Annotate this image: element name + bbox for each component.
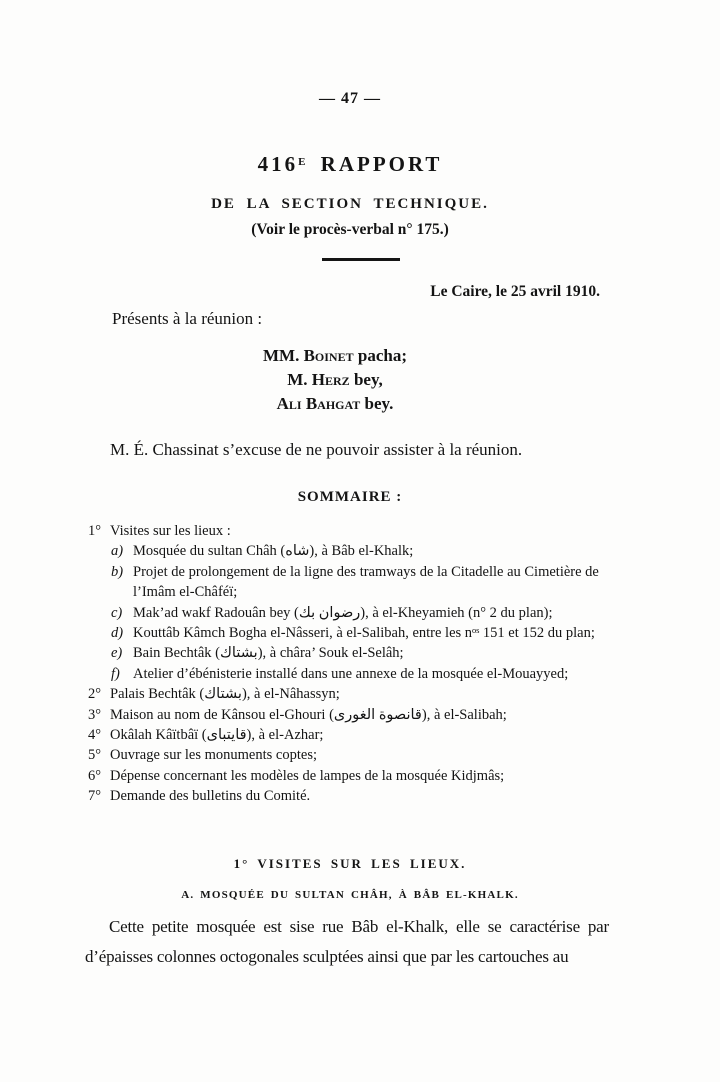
page-number: — 47 — — [319, 90, 381, 107]
report-number: 416 — [257, 152, 299, 176]
item-text: Dépense concernant les modèles de lampes de la mosquée Kidjmâs; — [110, 767, 505, 784]
sommaire-item — [85, 705, 613, 725]
reference-note: (Voir le procès-verbal n° 175.) — [251, 221, 449, 238]
item-text: Ouvrage sur les monuments coptes; — [110, 747, 317, 764]
attendees-list — [75, 344, 595, 416]
item-marker: 1° — [88, 523, 102, 539]
divider-rule — [322, 258, 400, 261]
item-marker: a) — [111, 543, 124, 560]
dateline: Le Caire, le 25 avril 1910. — [430, 283, 600, 300]
item-marker: b) — [111, 563, 124, 580]
sommaire-subitem — [85, 562, 613, 603]
sommaire-subitem — [85, 541, 613, 561]
item-text: Kouttâb Kâmch Bogha el-Nâsseri, à el-Salibah, entre les nᵒˢ 151 et 152 du plan; — [133, 625, 595, 642]
attendee-line — [75, 392, 595, 416]
item-marker: 5° — [88, 747, 102, 764]
item-marker: f) — [111, 665, 120, 682]
sommaire-item — [85, 521, 613, 541]
sommaire-subitem — [85, 643, 613, 663]
item-marker: 7° — [88, 788, 102, 805]
sommaire-subitem — [85, 664, 613, 684]
report-number-superscript: E — [298, 156, 306, 168]
item-marker: c) — [111, 604, 123, 621]
report-title-word: RAPPORT — [320, 152, 443, 176]
item-text: Projet de prolongement de la ligne des tramways de la Citadelle au Cimetière de l’Imâm el-Châféï; — [133, 563, 599, 601]
attendee-line — [75, 368, 595, 392]
sommaire-item — [85, 725, 613, 745]
item-marker: 3° — [88, 706, 102, 723]
item-text: Okâlah Kâïtbâï (قايتباى), à el-Azhar; — [110, 727, 324, 744]
excuse-paragraph: M. É. Chassinat s’excuse de ne pouvoir assister à la réunion. — [110, 440, 523, 459]
item-marker: 4° — [88, 727, 102, 744]
report-title — [85, 152, 615, 177]
item-text: Demande des bulletins du Comité. — [110, 788, 311, 805]
sommaire-list — [85, 521, 613, 807]
attendee-suffix: pacha; — [353, 346, 407, 365]
sommaire-heading: SOMMAIRE : — [297, 489, 403, 505]
sommaire-subitem — [85, 603, 613, 623]
item-text: Mosquée du sultan Châh (شاه), à Bâb el-Khalk; — [133, 543, 414, 560]
item-marker: d) — [111, 625, 124, 642]
sommaire-item — [85, 786, 613, 806]
item-text: Palais Bechtâk (بشتاك), à el-Nâhassyn; — [110, 686, 340, 703]
attendee-prefix: M. — [287, 370, 312, 389]
item-text: Maison au nom de Kânsou el-Ghouri (قانصوة الغورى), à el-Salibah; — [110, 706, 507, 723]
item-marker: 2° — [88, 686, 102, 703]
attendee-name: Ali Bahgat — [276, 394, 361, 413]
body-paragraph: Cette petite mosquée est sise rue Bâb el-Khalk, elle se caractérise par d’épaisses colonnes octogonales sculptées ainsi que par les cartouches au — [85, 917, 609, 966]
report-subtitle: DE LA SECTION TECHNIQUE. — [211, 196, 489, 212]
item-text: Mak’ad wakf Radouân bey (رضوان بك), à el-Kheyamieh (n° 2 du plan); — [133, 604, 553, 621]
item-marker: e) — [111, 645, 123, 662]
section-subheading: A. MOSQUÉE DU SULTAN CHÂH, À BÂB EL-KHALK. — [181, 889, 519, 901]
attendee-suffix: bey, — [349, 370, 383, 389]
item-marker: 6° — [88, 767, 102, 784]
section-heading: 1° VISITES SUR LES LIEUX. — [233, 856, 467, 871]
sommaire-item — [85, 745, 613, 765]
sommaire-subitem — [85, 623, 613, 643]
item-text: Atelier d’ébénisterie installé dans une annexe de la mosquée el-Mouayyed; — [133, 665, 569, 682]
item-text: Visites sur les lieux : — [110, 523, 231, 539]
attendee-suffix: bey. — [360, 394, 394, 413]
sommaire-item — [85, 684, 613, 704]
attendee-name: Boinet — [303, 346, 354, 365]
attendee-line — [75, 344, 595, 368]
item-text: Bain Bechtâk (بشتاك), à châra’ Souk el-Selâh; — [133, 645, 404, 662]
attendee-prefix: MM. — [263, 346, 304, 365]
sommaire-item — [85, 766, 613, 786]
presents-label: Présents à la réunion : — [112, 309, 263, 328]
attendee-name: Herz — [311, 370, 350, 389]
